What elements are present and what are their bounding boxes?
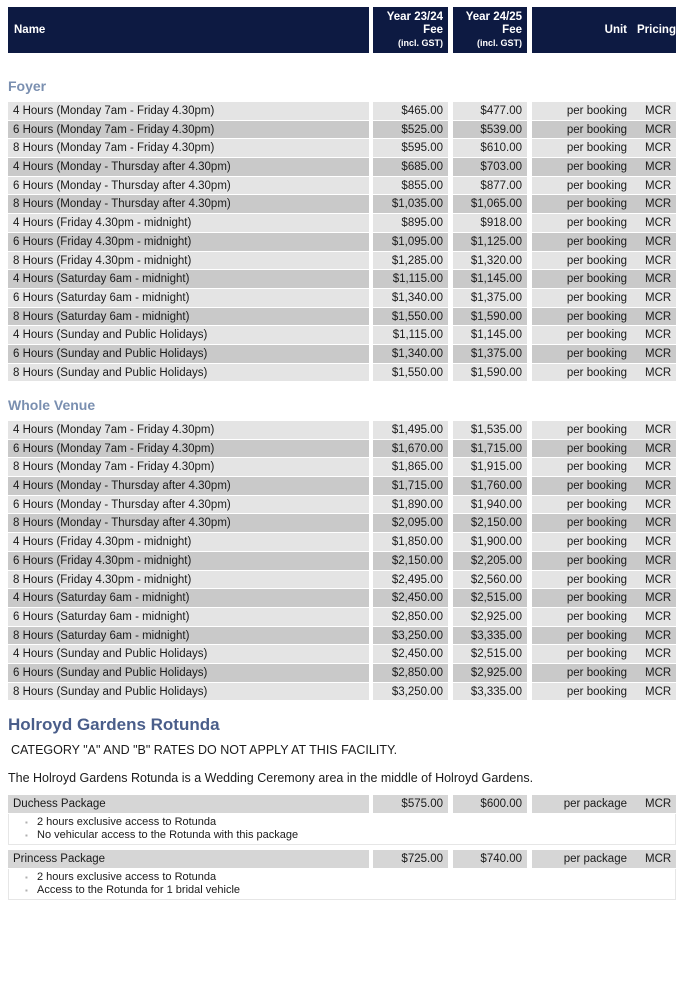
unit: per booking xyxy=(532,440,629,459)
table-row xyxy=(8,421,676,440)
table-row xyxy=(8,233,676,252)
table-row xyxy=(8,571,676,590)
table-row xyxy=(8,440,676,459)
pricing: MCR xyxy=(629,608,676,627)
fee-year1: $1,890.00 xyxy=(373,496,448,515)
unit: per package xyxy=(532,795,629,814)
unit: per booking xyxy=(532,552,629,571)
whole-venue-table xyxy=(8,421,676,701)
table-row xyxy=(8,195,676,214)
table-row xyxy=(8,326,676,345)
package-duchess xyxy=(8,795,676,845)
row-name: 6 Hours (Monday - Thursday after 4.30pm) xyxy=(8,177,369,196)
unit: per booking xyxy=(532,608,629,627)
fee-year2: $703.00 xyxy=(453,158,527,177)
unit: per booking xyxy=(532,627,629,646)
fee-year1: $1,035.00 xyxy=(373,195,448,214)
pricing: MCR xyxy=(629,458,676,477)
fee-year2: $877.00 xyxy=(453,177,527,196)
pricing: MCR xyxy=(629,421,676,440)
pricing: MCR xyxy=(629,664,676,683)
fee-year2: $1,715.00 xyxy=(453,440,527,459)
table-row xyxy=(8,645,676,664)
fee-year1: $1,865.00 xyxy=(373,458,448,477)
unit: per booking xyxy=(532,270,629,289)
header-year-24-25 xyxy=(453,7,527,53)
section-title-whole-venue: Whole Venue xyxy=(8,397,96,413)
pricing: MCR xyxy=(629,795,676,814)
unit: per booking xyxy=(532,102,629,121)
unit: per booking xyxy=(532,308,629,327)
row-name: 4 Hours (Saturday 6am - midnight) xyxy=(8,270,369,289)
row-name: 4 Hours (Monday 7am - Friday 4.30pm) xyxy=(8,421,369,440)
unit: per booking xyxy=(532,458,629,477)
fee-year2: $1,940.00 xyxy=(453,496,527,515)
unit: per booking xyxy=(532,214,629,233)
fee-year2: $2,560.00 xyxy=(453,571,527,590)
unit: per booking xyxy=(532,571,629,590)
foyer-table xyxy=(8,102,676,382)
pricing: MCR xyxy=(629,308,676,327)
pricing: MCR xyxy=(629,364,676,383)
fee-year1: $2,495.00 xyxy=(373,571,448,590)
package-inclusions xyxy=(8,869,676,900)
unit: per booking xyxy=(532,477,629,496)
pricing: MCR xyxy=(629,589,676,608)
unit: per booking xyxy=(532,177,629,196)
fee-year1: $2,450.00 xyxy=(373,589,448,608)
header-name: Name xyxy=(8,7,369,53)
fee-year2: $477.00 xyxy=(453,102,527,121)
unit: per booking xyxy=(532,533,629,552)
fee-year1: $2,450.00 xyxy=(373,645,448,664)
table-row xyxy=(8,552,676,571)
table-row xyxy=(8,364,676,383)
fee-year1: $2,850.00 xyxy=(373,608,448,627)
row-name: 4 Hours (Friday 4.30pm - midnight) xyxy=(8,214,369,233)
fee-year1: $855.00 xyxy=(373,177,448,196)
table-row xyxy=(8,139,676,158)
pricing: MCR xyxy=(629,627,676,646)
row-name: 8 Hours (Monday - Thursday after 4.30pm) xyxy=(8,195,369,214)
list-item: ▪ Access to the Rotunda for 1 bridal vehicle xyxy=(37,884,675,897)
header-year-23-24 xyxy=(373,7,448,53)
pricing: MCR xyxy=(629,514,676,533)
fee-year1: $2,095.00 xyxy=(373,514,448,533)
unit: per booking xyxy=(532,326,629,345)
fee-year1: $1,115.00 xyxy=(373,270,448,289)
pricing: MCR xyxy=(629,345,676,364)
row-name: 8 Hours (Friday 4.30pm - midnight) xyxy=(8,571,369,590)
fee-year2: $1,375.00 xyxy=(453,289,527,308)
header-year1-label: Year 23/24 xyxy=(386,11,443,23)
row-name: 4 Hours (Monday 7am - Friday 4.30pm) xyxy=(8,102,369,121)
unit: per package xyxy=(532,850,629,869)
row-name: 6 Hours (Sunday and Public Holidays) xyxy=(8,664,369,683)
row-name: 8 Hours (Sunday and Public Holidays) xyxy=(8,364,369,383)
list-item: ▪ No vehicular access to the Rotunda with this package xyxy=(37,829,675,842)
unit: per booking xyxy=(532,195,629,214)
row-name: 8 Hours (Saturday 6am - midnight) xyxy=(8,627,369,646)
row-name: 8 Hours (Monday 7am - Friday 4.30pm) xyxy=(8,458,369,477)
table-row xyxy=(8,850,676,869)
fee-year2: $2,515.00 xyxy=(453,589,527,608)
pricing: MCR xyxy=(629,270,676,289)
table-row xyxy=(8,608,676,627)
unit: per booking xyxy=(532,514,629,533)
unit: per booking xyxy=(532,589,629,608)
header-pricing: Pricing xyxy=(629,7,676,53)
fee-year2: $1,065.00 xyxy=(453,195,527,214)
fee-year1: $1,340.00 xyxy=(373,345,448,364)
table-row xyxy=(8,627,676,646)
table-row xyxy=(8,270,676,289)
row-name: 4 Hours (Sunday and Public Holidays) xyxy=(8,645,369,664)
row-name: 4 Hours (Friday 4.30pm - midnight) xyxy=(8,533,369,552)
row-name: 8 Hours (Friday 4.30pm - midnight) xyxy=(8,252,369,271)
pricing: MCR xyxy=(629,533,676,552)
table-row xyxy=(8,121,676,140)
pricing: MCR xyxy=(629,158,676,177)
pricing: MCR xyxy=(629,683,676,702)
row-name: 6 Hours (Saturday 6am - midnight) xyxy=(8,608,369,627)
header-year2-gst: (incl. GST) xyxy=(477,38,522,48)
fee-year1: $1,340.00 xyxy=(373,289,448,308)
fee-year2: $1,590.00 xyxy=(453,364,527,383)
fee-year2: $740.00 xyxy=(453,850,527,869)
fee-year2: $1,900.00 xyxy=(453,533,527,552)
row-name: 6 Hours (Monday 7am - Friday 4.30pm) xyxy=(8,121,369,140)
pricing: MCR xyxy=(629,326,676,345)
unit: per booking xyxy=(532,139,629,158)
header-unit: Unit xyxy=(532,7,629,53)
fee-year2: $1,535.00 xyxy=(453,421,527,440)
table-row xyxy=(8,683,676,702)
fee-year1: $1,285.00 xyxy=(373,252,448,271)
package-princess xyxy=(8,850,676,900)
table-row xyxy=(8,496,676,515)
fee-year1: $1,670.00 xyxy=(373,440,448,459)
table-row xyxy=(8,664,676,683)
fee-year2: $1,125.00 xyxy=(453,233,527,252)
rotunda-title: Holroyd Gardens Rotunda xyxy=(8,715,220,734)
fee-year1: $1,495.00 xyxy=(373,421,448,440)
table-row xyxy=(8,458,676,477)
table-header xyxy=(8,7,676,53)
table-row xyxy=(8,477,676,496)
fee-year1: $725.00 xyxy=(373,850,448,869)
fee-year1: $1,715.00 xyxy=(373,477,448,496)
pricing: MCR xyxy=(629,496,676,515)
table-row xyxy=(8,589,676,608)
row-name: 8 Hours (Monday - Thursday after 4.30pm) xyxy=(8,514,369,533)
rotunda-description: The Holroyd Gardens Rotunda is a Wedding Ceremony area in the middle of Holroyd Gardens. xyxy=(8,771,534,785)
fee-year1: $575.00 xyxy=(373,795,448,814)
row-name: 6 Hours (Friday 4.30pm - midnight) xyxy=(8,552,369,571)
pricing: MCR xyxy=(629,440,676,459)
table-row xyxy=(8,214,676,233)
pricing: MCR xyxy=(629,102,676,121)
pricing: MCR xyxy=(629,289,676,308)
table-row xyxy=(8,102,676,121)
fee-year2: $600.00 xyxy=(453,795,527,814)
fee-year1: $595.00 xyxy=(373,139,448,158)
header-year1-gst: (incl. GST) xyxy=(398,38,443,48)
table-row xyxy=(8,289,676,308)
fee-year2: $539.00 xyxy=(453,121,527,140)
fee-year2: $3,335.00 xyxy=(453,683,527,702)
header-year2-label: Year 24/25 xyxy=(465,11,522,23)
fee-year1: $1,550.00 xyxy=(373,364,448,383)
package-name: Duchess Package xyxy=(8,795,369,814)
fee-year2: $1,375.00 xyxy=(453,345,527,364)
fee-year2: $2,925.00 xyxy=(453,608,527,627)
fee-year2: $2,205.00 xyxy=(453,552,527,571)
section-title-foyer: Foyer xyxy=(8,78,47,94)
pricing: MCR xyxy=(629,477,676,496)
package-name: Princess Package xyxy=(8,850,369,869)
table-row xyxy=(8,158,676,177)
row-name: 8 Hours (Sunday and Public Holidays) xyxy=(8,683,369,702)
fee-year2: $610.00 xyxy=(453,139,527,158)
fee-year2: $1,145.00 xyxy=(453,326,527,345)
unit: per booking xyxy=(532,345,629,364)
row-name: 6 Hours (Saturday 6am - midnight) xyxy=(8,289,369,308)
row-name: 4 Hours (Saturday 6am - midnight) xyxy=(8,589,369,608)
pricing: MCR xyxy=(629,121,676,140)
row-name: 4 Hours (Monday - Thursday after 4.30pm) xyxy=(8,158,369,177)
fee-schedule xyxy=(8,7,676,896)
fee-year2: $1,915.00 xyxy=(453,458,527,477)
fee-year1: $685.00 xyxy=(373,158,448,177)
pricing: MCR xyxy=(629,552,676,571)
fee-year1: $1,550.00 xyxy=(373,308,448,327)
fee-year2: $1,590.00 xyxy=(453,308,527,327)
row-name: 4 Hours (Sunday and Public Holidays) xyxy=(8,326,369,345)
fee-year1: $3,250.00 xyxy=(373,627,448,646)
table-row xyxy=(8,345,676,364)
fee-year1: $465.00 xyxy=(373,102,448,121)
fee-year1: $3,250.00 xyxy=(373,683,448,702)
unit: per booking xyxy=(532,496,629,515)
table-row xyxy=(8,308,676,327)
table-row xyxy=(8,252,676,271)
fee-year1: $1,115.00 xyxy=(373,326,448,345)
header-year1-fee: Fee xyxy=(423,24,443,36)
unit: per booking xyxy=(532,289,629,308)
table-row xyxy=(8,795,676,814)
fee-year1: $895.00 xyxy=(373,214,448,233)
fee-year2: $1,760.00 xyxy=(453,477,527,496)
pricing: MCR xyxy=(629,177,676,196)
pricing: MCR xyxy=(629,645,676,664)
fee-year1: $2,150.00 xyxy=(373,552,448,571)
pricing: MCR xyxy=(629,195,676,214)
row-name: 8 Hours (Saturday 6am - midnight) xyxy=(8,308,369,327)
unit: per booking xyxy=(532,121,629,140)
unit: per booking xyxy=(532,664,629,683)
pricing: MCR xyxy=(629,214,676,233)
package-inclusions xyxy=(8,814,676,845)
pricing: MCR xyxy=(629,850,676,869)
unit: per booking xyxy=(532,364,629,383)
table-row xyxy=(8,514,676,533)
rotunda-note: CATEGORY "A" AND "B" RATES DO NOT APPLY AT THIS FACILITY. xyxy=(11,743,398,757)
fee-year2: $3,335.00 xyxy=(453,627,527,646)
row-name: 4 Hours (Monday - Thursday after 4.30pm) xyxy=(8,477,369,496)
pricing: MCR xyxy=(629,139,676,158)
row-name: 8 Hours (Monday 7am - Friday 4.30pm) xyxy=(8,139,369,158)
fee-year2: $918.00 xyxy=(453,214,527,233)
table-row xyxy=(8,177,676,196)
unit: per booking xyxy=(532,158,629,177)
fee-year1: $525.00 xyxy=(373,121,448,140)
fee-year2: $2,925.00 xyxy=(453,664,527,683)
pricing: MCR xyxy=(629,571,676,590)
unit: per booking xyxy=(532,683,629,702)
row-name: 6 Hours (Monday 7am - Friday 4.30pm) xyxy=(8,440,369,459)
list-item: ▪ 2 hours exclusive access to Rotunda xyxy=(37,816,675,829)
row-name: 6 Hours (Friday 4.30pm - midnight) xyxy=(8,233,369,252)
row-name: 6 Hours (Monday - Thursday after 4.30pm) xyxy=(8,496,369,515)
table-row xyxy=(8,533,676,552)
unit: per booking xyxy=(532,421,629,440)
fee-year2: $1,320.00 xyxy=(453,252,527,271)
pricing: MCR xyxy=(629,233,676,252)
unit: per booking xyxy=(532,252,629,271)
header-year2-fee: Fee xyxy=(502,24,522,36)
fee-year1: $1,850.00 xyxy=(373,533,448,552)
fee-year1: $2,850.00 xyxy=(373,664,448,683)
fee-year2: $2,150.00 xyxy=(453,514,527,533)
pricing: MCR xyxy=(629,252,676,271)
list-item: ▪ 2 hours exclusive access to Rotunda xyxy=(37,871,675,884)
fee-year1: $1,095.00 xyxy=(373,233,448,252)
fee-year2: $1,145.00 xyxy=(453,270,527,289)
fee-year2: $2,515.00 xyxy=(453,645,527,664)
unit: per booking xyxy=(532,233,629,252)
unit: per booking xyxy=(532,645,629,664)
row-name: 6 Hours (Sunday and Public Holidays) xyxy=(8,345,369,364)
